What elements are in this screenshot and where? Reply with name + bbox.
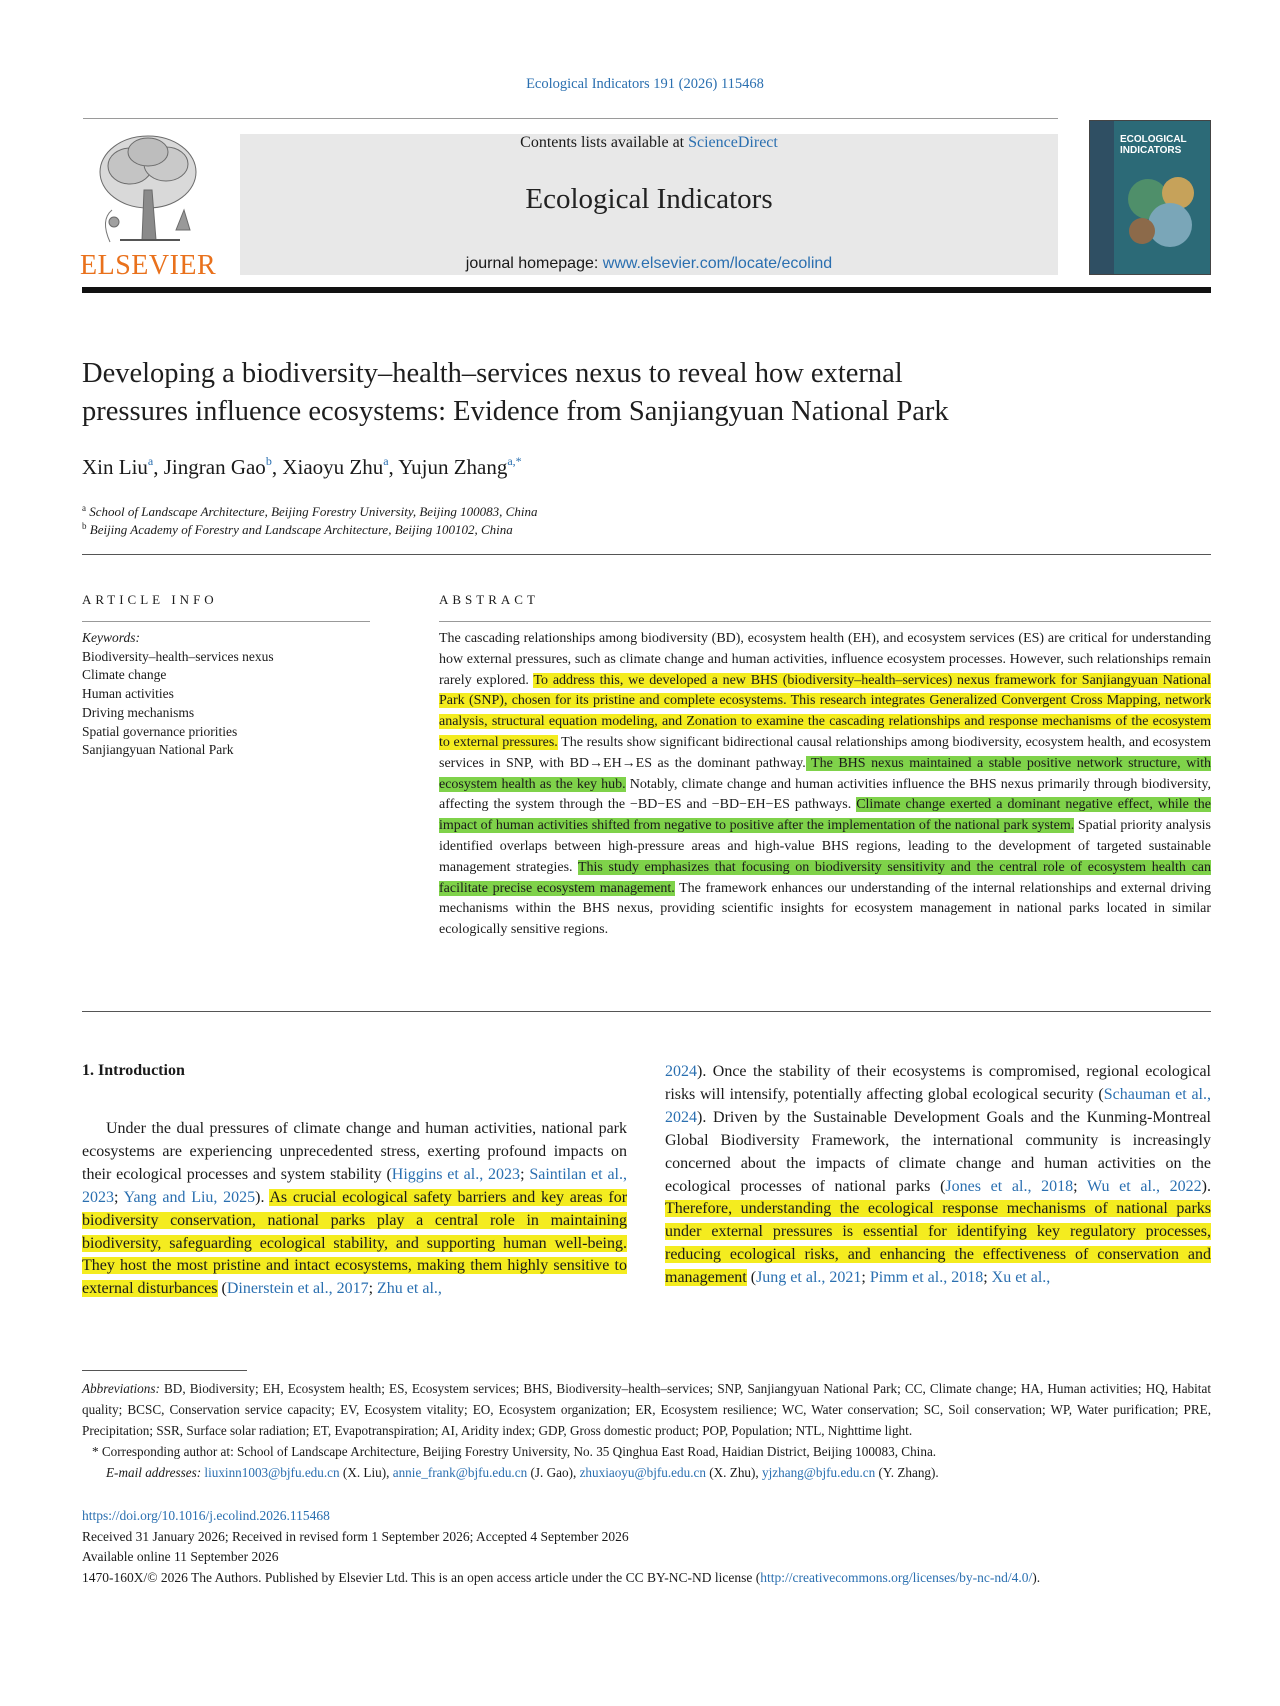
homepage-prefix: journal homepage: — [465, 255, 603, 272]
intro-text-segment: ). Once the stability of their ecosystems is compromised, regional ecological risks will intensify, potentially affecting global ecological security ( — [665, 1063, 1211, 1103]
affiliation-text: Beijing Academy of Forestry and Landscape Architecture, Beijing 100102, China — [89, 522, 513, 537]
citation-link[interactable]: Higgins et al., 2023 — [391, 1165, 521, 1183]
cover-strip — [1090, 121, 1114, 274]
author-affiliation-mark[interactable]: a,* — [507, 454, 522, 468]
corresponding-footnote — [82, 1441, 1211, 1462]
title-line-1: Developing a biodiversity–health–services nexus to reveal how external — [82, 358, 903, 389]
email-owner: (X. Liu), — [339, 1465, 393, 1480]
cover-title: ECOLOGICAL INDICATORS — [1120, 134, 1187, 156]
abstract-text-segment: Notably, climate change and human activities influence the BHS nexus primarily through biodiversity, affecting the system through the −BD−ES and −BD−EH−ES pathways. — [439, 776, 1211, 813]
journal-reference[interactable]: Ecological Indicators 191 (2026) 115468 — [526, 76, 764, 92]
keyword-item: Climate change — [82, 667, 167, 683]
abstract-end-rule — [82, 1011, 1211, 1012]
keywords-label: Keywords: — [82, 630, 140, 645]
citation-link[interactable]: Xu et al., — [991, 1269, 1051, 1287]
author-name[interactable]: Xiaoyu Zhu — [282, 455, 384, 479]
intro-text-segment: ( — [746, 1269, 757, 1287]
citation-link[interactable]: Zhu et al., — [377, 1280, 442, 1298]
keyword-item: Driving mechanisms — [82, 704, 195, 720]
abstract-highlight-yellow: To address this, we developed a new BHS (biodiversity–health–services) nexus framework for Sanjiangyuan National Park (SNP), chosen for its pristine and complete ecosystems. This research integrates Generalized Convergent Cross Mapping, network analysis, structural equation modeling, and Zonation to examine the cascading relationships and response mechanisms of the ecosystem to external pressures. — [439, 672, 1212, 750]
keyword-item: Spatial governance priorities — [82, 723, 238, 739]
abstract-highlight-green: This study emphasizes that focusing on biodiversity sensitivity and the central role of ecosystem health can facilitate precise ecosystem management. — [439, 859, 1212, 896]
email-owner: (Y. Zhang). — [875, 1465, 939, 1480]
contents-line — [240, 134, 1058, 152]
abstract-highlight-green: The BHS nexus maintained a stable positive network structure, with ecosystem health as the key hub. — [439, 755, 1211, 792]
abstract-body — [439, 629, 1211, 941]
abstract-rule — [439, 621, 1211, 622]
affiliation — [82, 521, 513, 538]
homepage-line — [240, 255, 1058, 273]
author-name[interactable]: Xin Liu — [82, 455, 148, 479]
citation-link[interactable]: Dinerstein et al., 2017 — [226, 1280, 369, 1298]
affiliation — [82, 503, 537, 520]
abstract-text-segment: Spatial priority analysis identified overlaps between high-pressure areas and high-value BHS regions, leading to the development of targeted sustainable management strategies. — [439, 818, 1211, 875]
author-name[interactable]: Jingran Gao — [163, 455, 266, 479]
publication-info — [82, 1506, 1211, 1588]
introduction-column-right — [665, 1061, 1211, 1290]
citation-link[interactable]: Schauman et al., 2024 — [665, 1085, 1211, 1126]
title-line-2: pressures influence ecosystems: Evidence from Sanjiangyuan National Park — [82, 396, 949, 427]
affiliation-mark: b — [82, 521, 87, 531]
author-affiliation-mark[interactable]: a — [147, 454, 154, 468]
cover-image — [1120, 173, 1205, 253]
article-title — [82, 355, 1202, 431]
keyword-item: Human activities — [82, 686, 174, 702]
intro-text-segment: ( — [217, 1280, 227, 1298]
intro-text-segment: ; — [520, 1165, 530, 1183]
citation-link[interactable]: Saintilan et al., 2023 — [82, 1165, 627, 1206]
received-dates: Received 31 January 2026; Received in revised form 1 September 2026; Accepted 4 September 2026 — [82, 1528, 629, 1544]
introduction-heading: 1. Introduction — [82, 1062, 185, 1079]
abstract-highlight-green: Climate change exerted a dominant negative effect, while the impact of human activities shifted from negative to positive after the implementation of the national park system. — [439, 797, 1211, 834]
license-line — [82, 1568, 1211, 1589]
abstract-text-segment: The cascading relationships among biodiversity (BD), ecosystem health (EH), and ecosystem services (ES) are critical for understanding how external pressures, such as climate change and human activities, influence ecosystem processes. However, such relationships remain rarely explored. — [439, 631, 1211, 688]
abstract-text-segment: The results show significant bidirectional causal relationships among biodiversity, ecosystem health, and ecosystem services in SNP, with BD→EH→ES as the dominant pathway. — [439, 734, 1211, 771]
intro-text-segment: ; — [1073, 1177, 1088, 1195]
section-rule — [82, 554, 1211, 555]
affiliation-mark: a — [82, 503, 86, 513]
email-link[interactable]: liuxinn1003@bjfu.edu.cn — [204, 1465, 340, 1480]
author-affiliation-mark[interactable]: a — [383, 454, 389, 468]
citation-link[interactable]: Jung et al., 2021 — [756, 1269, 862, 1287]
author-name[interactable]: Yujun Zhang — [398, 455, 508, 479]
corresponding-mark: * — [92, 1444, 99, 1459]
citation-link[interactable]: Jones et al., 2018 — [945, 1177, 1074, 1195]
citation-link[interactable]: 2024 — [665, 1063, 697, 1080]
abstract-heading: ABSTRACT — [439, 592, 539, 607]
homepage-link[interactable]: www.elsevier.com/locate/ecolind — [602, 255, 833, 272]
author-list: Xin Liu$^a$, Jingran Gao$^b$, Xiaoyu Zhu$^a$, Yujun Zhang$^{a,*}$ — [82, 454, 522, 479]
abstract-text-segment: The framework enhances our understanding of the internal relationships and external driving mechanisms within the BHS nexus, providing scientific insights for ecosystem management in national parks located in similar ecologically sensitive regions. — [439, 880, 1211, 938]
keyword-item: Sanjiangyuan National Park — [82, 742, 234, 758]
intro-highlight-yellow: As crucial ecological safety barriers and key areas for biodiversity conservation, national parks play a central role in maintaining biodiversity, safeguarding ecological stability, and supporting human well-being. They host the most pristine and intact ecosystems, making them highly sensitive to external disturbances — [82, 1188, 628, 1298]
footnotes — [82, 1378, 1211, 1483]
journal-name: Ecological Indicators — [525, 183, 773, 215]
intro-highlight-yellow: Therefore, understanding the ecological response mechanisms of national parks under external pressures is essential for identifying key regulatory processes, reducing ecological risks, and enhancing the effectiveness of conservation and management — [665, 1200, 1211, 1287]
sciencedirect-link[interactable]: ScienceDirect — [688, 134, 778, 151]
email-label: E-mail addresses: — [106, 1465, 205, 1480]
abbreviations-footnote — [82, 1378, 1211, 1441]
header-rule — [83, 118, 1058, 119]
intro-text-segment: ). — [1201, 1177, 1211, 1195]
intro-text-segment: Under the dual pressures of climate change and human activities, national park ecosystems are experiencing unprecedented stress, exerting profound impacts on their ecological processes and system stability ( — [82, 1120, 627, 1183]
available-online: Available online 11 September 2026 — [82, 1549, 279, 1565]
email-footnote — [82, 1462, 1211, 1483]
header-thick-rule — [82, 287, 1211, 293]
author-affiliation-mark[interactable]: b — [265, 454, 272, 468]
contents-prefix: Contents lists available at — [520, 134, 689, 151]
journal-cover-thumbnail[interactable] — [1089, 120, 1211, 275]
email-owner: (J. Gao), — [527, 1465, 580, 1480]
license-link[interactable]: http://creativecommons.org/licenses/by-nc-nd/4.0/ — [760, 1569, 1033, 1585]
introduction-column-left — [82, 1118, 627, 1301]
email-owner: (X. Zhu), — [705, 1465, 763, 1480]
citation-link[interactable]: Yang and Liu, 2025 — [123, 1188, 256, 1206]
footnote-rule — [82, 1370, 247, 1371]
license-prefix: 1470-160X/© 2026 The Authors. Published by Elsevier Ltd. This is an open access article under the CC BY-NC-ND license ( — [82, 1569, 761, 1585]
intro-text-segment: ). — [255, 1188, 270, 1206]
keywords-block — [82, 629, 274, 760]
email-link[interactable]: annie_frank@bjfu.edu.cn — [392, 1465, 528, 1480]
license-suffix: ). — [1032, 1569, 1041, 1585]
intro-text-segment: ; — [983, 1269, 992, 1287]
corresponding-text: Corresponding author at: School of Landscape Architecture, Beijing Forestry University, No. 35 Qinghua East Road, Haidian District, Beijing 100083, China. — [101, 1444, 937, 1459]
intro-text-segment: ; — [861, 1269, 870, 1287]
intro-text-segment: ; — [368, 1280, 378, 1298]
keyword-item: Biodiversity–health–services nexus — [82, 648, 274, 664]
doi-link[interactable]: https://doi.org/10.1016/j.ecolind.2026.115468 — [82, 1508, 330, 1523]
intro-text-segment: ; — [114, 1188, 124, 1206]
email-link[interactable]: yjzhang@bjfu.edu.cn — [762, 1465, 876, 1480]
article-info-heading: ARTICLE INFO — [82, 592, 218, 607]
article-info-rule — [82, 621, 370, 622]
intro-text-segment: ). Driven by the Sustainable Development Goals and the Kunming-Montreal Global Biodiversity Framework, the international community is increasingly concerned about the impacts of climate change and human activities on the ecological processes of national parks ( — [665, 1108, 1211, 1195]
elsevier-wordmark: ELSEVIER — [80, 250, 217, 281]
email-link[interactable]: zhuxiaoyu@bjfu.edu.cn — [579, 1465, 706, 1480]
abbreviations-label: Abbreviations: — [82, 1381, 160, 1396]
citation-link[interactable]: Wu et al., 2022 — [1087, 1177, 1202, 1195]
affiliation-text: School of Landscape Architecture, Beijing Forestry University, Beijing 100083, China — [89, 504, 538, 519]
abbreviations-text: BD, Biodiversity; EH, Ecosystem health; ES, Ecosystem services; BHS, Biodiversity–health–services; SNP, Sanjiangyuan National Park; CC, Climate change; HA, Human activities; HQ, Habitat quality; BCSC, Conservation service capacity; EV, Ecosystem vitality; EO, Ecosystem organization; ER, Ecosystem resilience; WC, Water conservation; SC, Soil conservation; WP, Water purification; PRE, Precipitation; SSR, Surface solar radiation; ET, Evapotranspiration; AI, Aridity index; GDP, Gross domestic product; POP, Population; NTL, Nighttime light. — [82, 1381, 1211, 1438]
citation-link[interactable]: Pimm et al., 2018 — [869, 1269, 984, 1287]
